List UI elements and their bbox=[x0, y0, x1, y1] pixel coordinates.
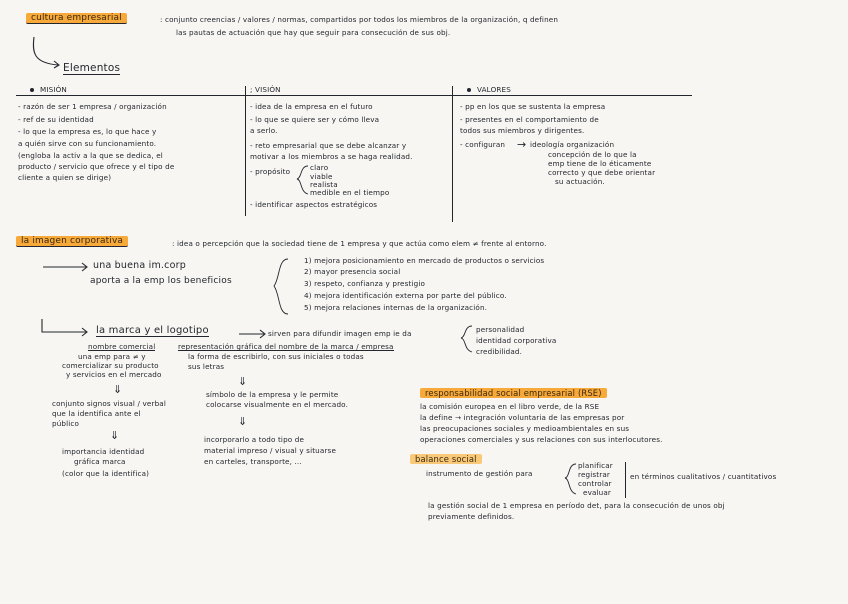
beneficio-item: 3) respeto, confianza y prestigio bbox=[304, 279, 426, 288]
rse-line: la define → integración voluntaria de las empresas por bbox=[420, 413, 625, 422]
valores-line: - presentes en el comportamiento de bbox=[460, 115, 599, 124]
balance-verb: planificar bbox=[578, 461, 613, 470]
mid-step-line: símbolo de la empresa y le permite bbox=[206, 390, 339, 399]
proposito-item: viable bbox=[310, 172, 333, 181]
balance-verb: evaluar bbox=[583, 488, 612, 497]
proposito-brace bbox=[296, 164, 310, 196]
left-step-line: público bbox=[52, 419, 80, 428]
representacion-label: representación gráfica del nombre de la marca / empresa bbox=[178, 342, 394, 351]
configuran-arrow: → bbox=[517, 138, 527, 151]
mid-step-line: en carteles, transporte, ... bbox=[204, 457, 302, 466]
mision-line: - lo que la empresa es, lo que hace y bbox=[18, 127, 157, 136]
table-header-line bbox=[16, 95, 692, 96]
nombre-comercial-label: nombre comercial bbox=[88, 342, 156, 351]
imagen-definition: : idea o percepción que la sociedad tiene de 1 empresa y que actúa como elem ≠ frente al entorno. bbox=[172, 239, 547, 248]
down-double-arrow: ⇓ bbox=[113, 383, 123, 396]
sirven-item: personalidad bbox=[476, 325, 525, 334]
beneficio-item: 1) mejora posicionamiento en mercado de productos o servicios bbox=[304, 256, 545, 265]
down-double-arrow: ⇓ bbox=[110, 429, 120, 442]
representacion-desc-line: sus letras bbox=[188, 362, 225, 371]
mision-header: MISIÓN bbox=[30, 86, 67, 93]
rse-line: la comisión europea en el libro verde, de la RSE bbox=[420, 402, 600, 411]
valores-header: VALORES bbox=[467, 86, 511, 93]
beneficios-brace bbox=[272, 256, 292, 318]
vision-proposito-label: - propósito bbox=[250, 167, 291, 176]
mision-line: - ref de su identidad bbox=[18, 115, 94, 124]
beneficio-item: 5) mejora relaciones internas de la organización. bbox=[304, 303, 488, 312]
sirven-item: identidad corporativa bbox=[476, 336, 557, 345]
sirven-arrow bbox=[238, 329, 268, 339]
left-step-line: conjunto signos visual / verbal bbox=[52, 399, 166, 408]
rse-line: las preocupaciones sociales y medioambientales en sus bbox=[420, 424, 630, 433]
sirven-item: credibilidad. bbox=[476, 347, 523, 356]
configuran-line: concepción de lo que la bbox=[548, 150, 637, 159]
beneficio-item: 4) mejora identificación externa por parte del público. bbox=[304, 291, 507, 300]
beneficio-item: 2) mayor presencia social bbox=[304, 267, 401, 276]
buena-arrow bbox=[42, 262, 90, 272]
balance-closing-line-1: la gestión social de 1 empresa en período det, para la consecución de unos obj bbox=[428, 501, 725, 510]
balance-verb: controlar bbox=[578, 479, 612, 488]
marca-title: la marca y el logotipo bbox=[96, 325, 209, 336]
cultura-definition-line-2: las pautas de actuación que hay que seguir para consecución de sus obj. bbox=[176, 28, 451, 37]
mid-step-line: incorporarlo a todo tipo de bbox=[204, 435, 305, 444]
balance-terms: en términos cualitativos / cuantitativos bbox=[630, 472, 777, 481]
sirven-brace bbox=[460, 324, 474, 354]
mision-line: cliente a quien se dirige) bbox=[18, 173, 112, 182]
balance-closing-line-2: previamente definidos. bbox=[428, 512, 515, 521]
table-divider-2 bbox=[452, 86, 453, 222]
nombre-desc-line: y servicios en el mercado bbox=[66, 370, 162, 379]
left-step-line: (color que la identifica) bbox=[62, 469, 150, 478]
mid-step-line: material impreso / visual y situarse bbox=[204, 446, 337, 455]
proposito-item: realista bbox=[310, 180, 338, 189]
configuran-line: su actuación. bbox=[555, 177, 605, 186]
down-double-arrow: ⇓ bbox=[238, 375, 248, 388]
mid-step-line: colocarse visualmente en el mercado. bbox=[206, 400, 349, 409]
buena-line-2: aporta a la emp los beneficios bbox=[90, 276, 232, 286]
nombre-desc-line: comercializar su producto bbox=[62, 361, 159, 370]
proposito-item: medible en el tiempo bbox=[310, 188, 390, 197]
representacion-desc-line: la forma de escribirlo, con sus iniciales o todas bbox=[188, 352, 364, 361]
vision-line: - idea de la empresa en el futuro bbox=[250, 102, 373, 111]
balance-intro: instrumento de gestión para bbox=[426, 469, 533, 478]
left-step-line: importancia identidad bbox=[62, 447, 145, 456]
left-step-line: gráfica marca bbox=[74, 457, 126, 466]
mision-line: producto / servicio que ofrece y el tipo de bbox=[18, 162, 175, 171]
mision-line: (engloba la activ a la que se dedica, el bbox=[18, 151, 163, 160]
vision-line: - lo que se quiere ser y cómo lleva bbox=[250, 115, 380, 124]
mision-line: - razón de ser 1 empresa / organización bbox=[18, 102, 167, 111]
vision-header: ; VISIÓN bbox=[250, 85, 281, 94]
cultura-definition-line-1: : conjunto creencias / valores / normas, compartidos por todos los miembros de la organización, q definen bbox=[160, 15, 559, 24]
vision-last-line: - identificar aspectos estratégicos bbox=[250, 200, 378, 209]
valores-configuran-label: - configuran bbox=[460, 140, 506, 149]
proposito-item: claro bbox=[310, 163, 329, 172]
valores-line: - pp en los que se sustenta la empresa bbox=[460, 102, 606, 111]
down-double-arrow: ⇓ bbox=[238, 415, 248, 428]
vision-line: a serlo. bbox=[250, 126, 278, 135]
configuran-line: emp tiene de lo éticamente bbox=[548, 159, 652, 168]
buena-line-1: una buena im.corp bbox=[93, 260, 186, 271]
balance-verb: registrar bbox=[578, 470, 611, 479]
elementos-label: Elementos bbox=[63, 62, 121, 74]
balance-title: balance social bbox=[410, 455, 482, 463]
marca-arrow bbox=[38, 318, 92, 340]
cultura-title: cultura empresarial bbox=[26, 14, 127, 23]
nombre-desc-line: una emp para ≠ y bbox=[78, 352, 146, 361]
imagen-title: la imagen corporativa bbox=[16, 237, 128, 246]
valores-line: todos sus miembros y dirigentes. bbox=[460, 126, 585, 135]
table-divider-1 bbox=[245, 86, 246, 216]
vision-line: motivar a los miembros a se haga realidad. bbox=[250, 152, 413, 161]
configuran-line: correcto y que debe orientar bbox=[548, 168, 656, 177]
balance-brace bbox=[564, 462, 578, 496]
vision-line: - reto empresarial que se debe alcanzar y bbox=[250, 141, 407, 150]
left-step-line: que la identifica ante el bbox=[52, 409, 141, 418]
rse-title: responsabilidad social empresarial (RSE) bbox=[420, 389, 607, 397]
configuran-line: ideología organización bbox=[530, 140, 615, 149]
sirven-text: sirven para difundir imagen emp ie da bbox=[268, 329, 412, 338]
mision-line: a quién sirve con su funcionamiento. bbox=[18, 139, 157, 148]
rse-line: operaciones comerciales y sus relaciones con sus interlocutores. bbox=[420, 435, 663, 444]
balance-bracket bbox=[625, 462, 626, 498]
